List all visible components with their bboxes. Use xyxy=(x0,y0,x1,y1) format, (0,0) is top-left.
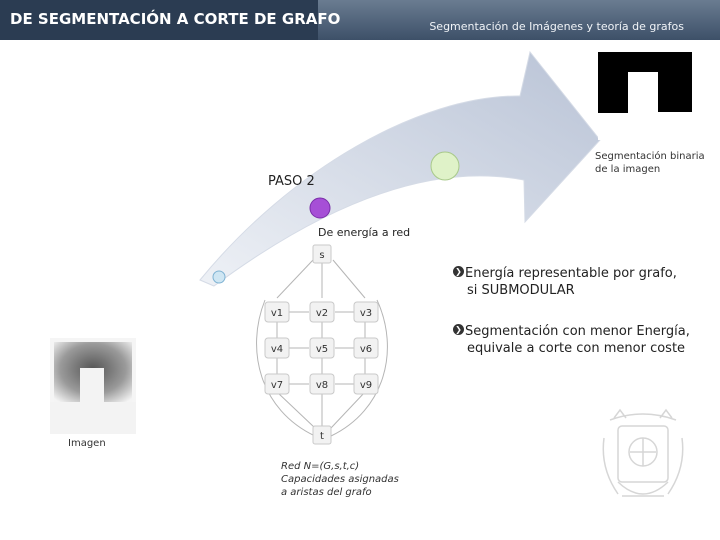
node-label: v4 xyxy=(270,344,284,355)
caption-line2: Capacidades asignadas xyxy=(281,474,399,485)
image-label: Imagen xyxy=(68,438,106,449)
network-graph xyxy=(255,240,405,450)
graph-caption xyxy=(281,460,399,499)
binary-segmentation-label-line2: de la imagen xyxy=(595,164,661,175)
node-label: v9 xyxy=(359,380,373,391)
bullet-text-line1: Energía representable por grafo, xyxy=(465,266,677,281)
input-image xyxy=(50,338,136,434)
caption-line3: a aristas del grafo xyxy=(281,487,372,498)
page-title: DE SEGMENTACIÓN A CORTE DE GRAFO xyxy=(10,10,341,28)
sink-label: t xyxy=(320,431,324,442)
node-label: v2 xyxy=(315,308,329,319)
bullet-circle-icon: ❯ xyxy=(453,324,464,335)
university-seal-logo xyxy=(600,408,686,508)
step-label: PASO 2 xyxy=(268,174,315,189)
bullet-point xyxy=(453,265,677,299)
bullet-circle-icon: ❯ xyxy=(453,266,464,277)
binary-segmentation-label xyxy=(595,150,710,176)
step-circle-blue xyxy=(213,271,225,283)
node-label: v1 xyxy=(270,308,284,319)
node-label: v3 xyxy=(359,308,373,319)
page-subtitle: Segmentación de Imágenes y teoría de grafos xyxy=(429,20,684,33)
caption-line1: Red N=(G,s,t,c) xyxy=(281,461,360,472)
binary-segmentation-label-line1: Segmentación binaria xyxy=(595,151,705,162)
node-label: v5 xyxy=(315,344,329,355)
bullet-point xyxy=(453,323,690,357)
bullet-text-line1: Segmentación con menor Energía, xyxy=(465,324,690,339)
step-circle-green xyxy=(431,152,459,180)
node-label: v7 xyxy=(270,380,284,391)
node-label: v8 xyxy=(315,380,329,391)
node-label: v6 xyxy=(359,344,373,355)
bullet-text-line2: equivale a corte con menor coste xyxy=(467,341,686,356)
bullet-text-line2: si SUBMODULAR xyxy=(467,283,575,298)
source-label: s xyxy=(319,250,325,261)
step-circle-purple xyxy=(310,198,330,218)
energy-to-network-label: De energía a red xyxy=(318,226,411,239)
binary-segmentation-image xyxy=(598,52,692,140)
